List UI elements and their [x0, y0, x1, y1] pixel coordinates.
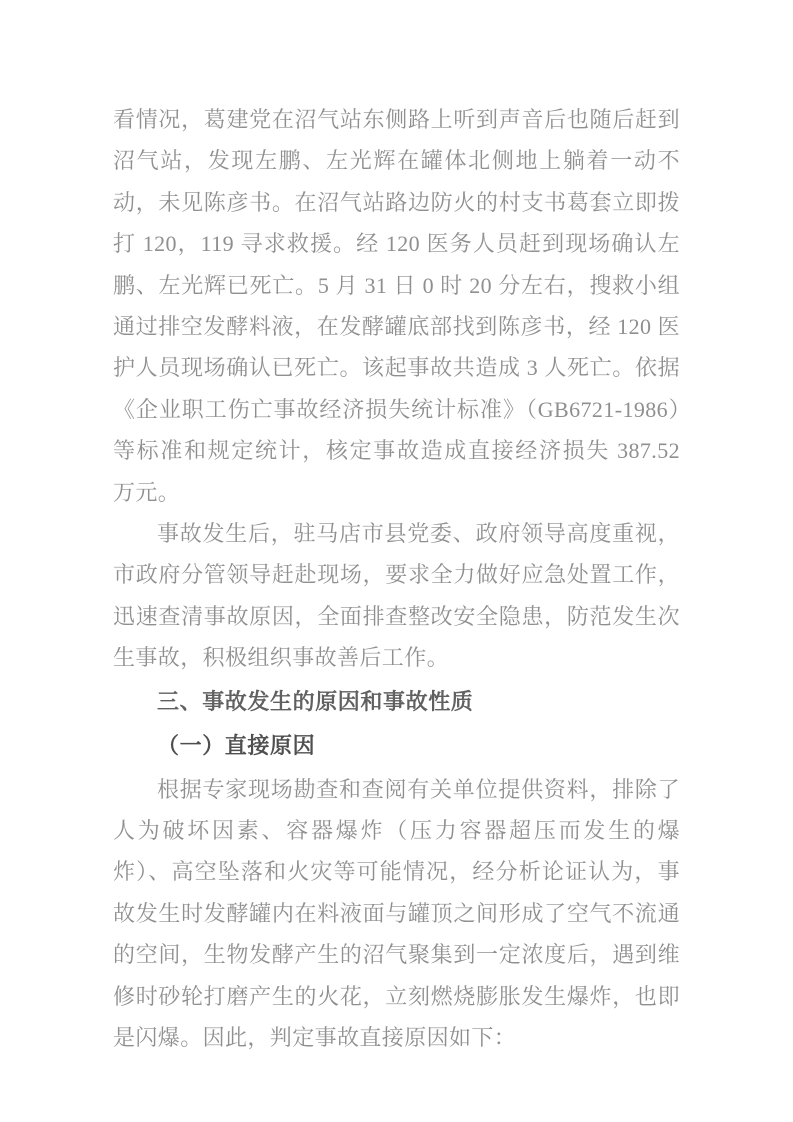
paragraph-government-response: 事故发生后，驻马店市县党委、政府领导高度重视，市政府分管领导赶赴现场，要求全力做好应急处置工作，迅速查清事故原因，全面排查整改安全隐患，防范发生次生事故，积极组织事故善后工作。 [113, 521, 680, 671]
page-text-block [113, 99, 680, 1058]
subsection-heading-direct-cause: （一）直接原因 [157, 733, 316, 759]
paragraph-rescue-and-losses: 看情况，葛建党在沼气站东侧路上听到声音后也随后赶到沼气站，发现左鹏、左光辉在罐体北侧地上躺着一动不动，未见陈彦书。在沼气站路边防火的村支书葛套立即拨打 120，119 寻求救援。经 120 医务人员赶到现场确认左鹏、左光辉已死亡。5 月 31 日 0 时 20 分左右，搜救小组通过排空发酵料液，在发酵罐底部找到陈彦书，经 120 医护人员现场确认已死亡。该起事故共造成 3 人死亡。依据《企业职工伤亡事故经济损失统计标准》（GB6721-1986）等标准和规定统计，核定事故造成直接经济损失 387.52 万元。 [113, 107, 680, 505]
paragraph-direct-cause-analysis: 根据专家现场勘查和查阅有关单位提供资料，排除了人为破坏因素、容器爆炸（压力容器超压而发生的爆炸）、高空坠落和火灾等可能情况，经分析论证认为，事故发生时发酵罐内在料液面与罐顶之间形成了空气不流通的空间，生物发酵产生的沼气聚集到一定浓度后，遇到维修时砂轮打磨产生的火花，立刻燃烧膨胀发生爆炸，也即是闪爆。因此，判定事故直接原因如下： [113, 776, 680, 1050]
section-heading-causes-and-nature: 三、事故发生的原因和事故性质 [157, 688, 474, 714]
